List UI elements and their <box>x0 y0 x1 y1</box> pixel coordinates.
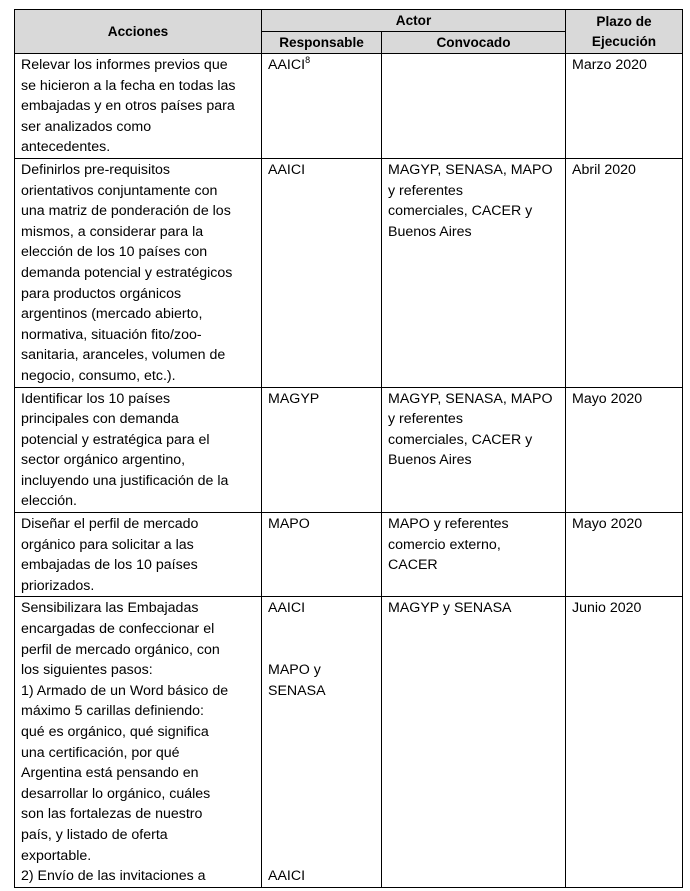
convocado-cell <box>382 54 566 159</box>
responsable-cell <box>262 597 382 887</box>
table-row <box>15 597 683 887</box>
convocado-cell: MAGYP, SENASA, MAPO y referentes comerciales, CACER y Buenos Aires <box>382 387 566 513</box>
plazo-cell: Marzo 2020 <box>566 54 683 159</box>
plazo-cell: Mayo 2020 <box>566 513 683 597</box>
table-row <box>15 54 683 159</box>
spacer <box>268 619 377 660</box>
table-row <box>15 158 683 387</box>
responsable-line: MAPO y SENASA <box>268 662 326 699</box>
header-actor: Actor <box>262 10 566 32</box>
accion-cell: Sensibilizara las Embajadas encargadas de confeccionar el perfil de mercado orgánico, con los siguientes pasos: 1) Armado de un Word básico de máximo 5 carillas definiendo: qué es orgánico, qué significa una certificación, por qué Argentina está pensando en desarrollar lo orgánico, cuáles son las fortalezas de nuestro país, y listado de oferta exportable. 2) Envío de las invitaciones a <box>15 597 262 887</box>
responsable-cell: MAGYP <box>262 387 382 513</box>
accion-cell: Diseñar el perfil de mercado orgánico para solicitar a las embajadas de los 10 países priorizados. <box>15 513 262 597</box>
accion-cell: Definirlos pre-requisitos orientativos conjuntamente con una matriz de ponderación de los mismos, a considerar para la elección de los 10 países con demanda potencial y estratégicos para productos orgánicos argentinos (mercado abierto, normativa, situación fito/zoo- sanitaria, aranceles, volumen de negocio, consumo, etc.). <box>15 158 262 387</box>
responsable-cell: MAPO <box>262 513 382 597</box>
accion-cell: Relevar los informes previos que se hicieron a la fecha en todas las embajadas y en otros países para ser analizados como antecedentes. <box>15 54 262 159</box>
actions-table <box>14 9 683 888</box>
footnote-ref: 8 <box>305 55 311 65</box>
plazo-cell: Mayo 2020 <box>566 387 683 513</box>
plazo-cell: Junio 2020 <box>566 597 683 887</box>
table-row <box>15 513 683 597</box>
plazo-cell: Abril 2020 <box>566 158 683 387</box>
responsable-line: AAICI <box>268 868 306 885</box>
responsable-text: AAICI <box>268 57 306 73</box>
convocado-cell: MAPO y referentes comercio externo, CACER <box>382 513 566 597</box>
spacer <box>268 701 377 866</box>
responsable-line: AAICI <box>268 600 306 617</box>
document-page <box>14 9 683 888</box>
header-responsable: Responsable <box>262 32 382 54</box>
responsable-cell <box>262 54 382 159</box>
header-row-1 <box>15 10 683 32</box>
convocado-cell: MAGYP, SENASA, MAPO y referentes comerciales, CACER y Buenos Aires <box>382 158 566 387</box>
table-row <box>15 387 683 513</box>
header-convocado: Convocado <box>382 32 566 54</box>
header-acciones: Acciones <box>15 10 262 54</box>
header-plazo: Plazo de Ejecución <box>566 10 683 54</box>
accion-cell: Identificar los 10 países principales con demanda potencial y estratégica para el sector orgánico argentino, incluyendo una justificación de la elección. <box>15 387 262 513</box>
responsable-cell: AAICI <box>262 158 382 387</box>
convocado-cell: MAGYP y SENASA <box>382 597 566 887</box>
